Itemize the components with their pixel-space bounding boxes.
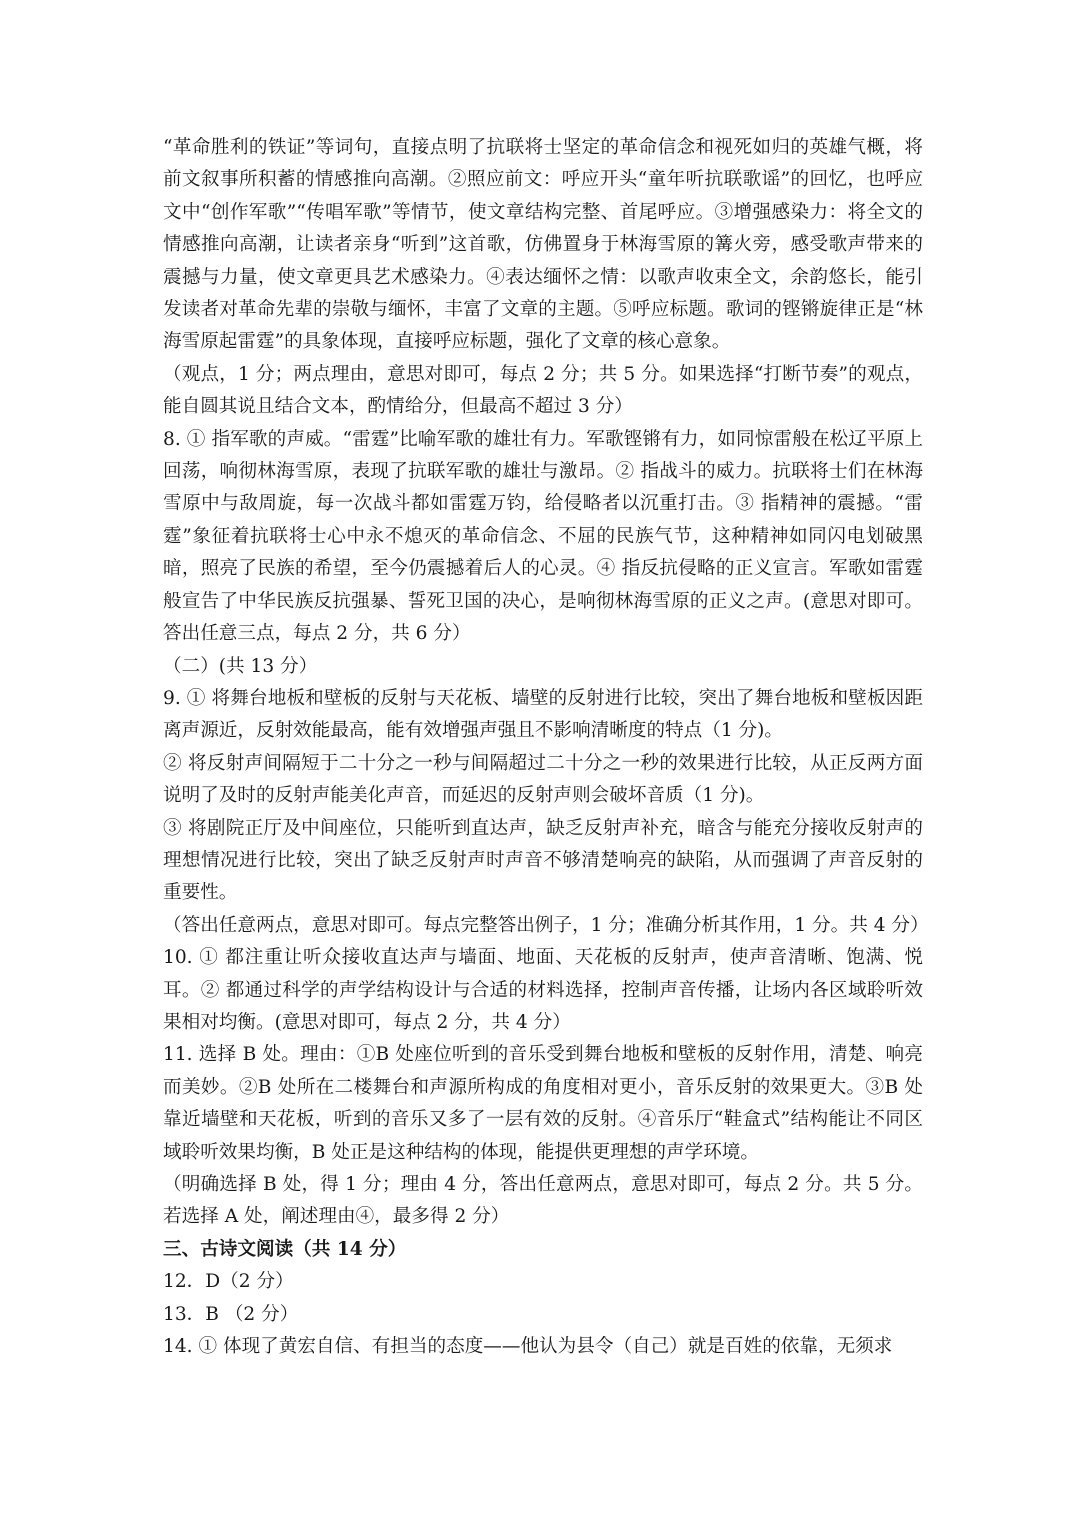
paragraph-q14: 14. ① 体现了黄宏自信、有担当的态度——他认为县令（自己）就是百姓的依靠，无须求 [163,1336,893,1358]
paragraph-q9-point1: 9. ① 将舞台地板和壁板的反射与天花板、墙壁的反射进行比较，突出了舞台地板和壁板因距离声源近，反射效能最高，能有效增强声强且不影响清晰度的特点（1 分)。 [163,687,923,742]
paragraph-q9-point2: ② 将反射声间隔短于二十分之一秒与间隔超过二十分之一秒的效果进行比较，从正反两方面说明了及时的反射声能美化声音，而延迟的反射声则会破坏音质（1 分)。 [163,752,923,807]
paragraph-q9-point3: ③ 将剧院正厅及中间座位，只能听到直达声，缺乏反射声补充，暗含与能充分接收反射声的理想情况进行比较，突出了缺乏反射声时声音不够清楚响亮的缺陷，从而强调了声音反射的重要性。 [163,817,923,904]
paragraph-q12: 12．D（2 分） [163,1271,294,1293]
section-three-heading: 三、古诗文阅读（共 14 分） [163,1238,407,1260]
scoring-note-q9: （答出任意两点，意思对即可。每点完整答出例子，1 分；准确分析其作用，1 分。共 4 分） [163,914,929,936]
paragraph-q7-continued: “革命胜利的铁证”等词句，直接点明了抗联将士坚定的革命信念和视死如归的英雄气概，将前文叙事所积蓄的情感推向高潮。②照应前文：呼应开头“童年听抗联歌谣”的回忆，也呼应文中“创作军歌”“传唱军歌”等情节，使文章结构完整、首尾呼应。③增强感染力：将全文的情感推向高潮，让读者亲身“听到”这首歌，仿佛置身于林海雪原的篝火旁，感受歌声带来的震撼与力量，使文章更具艺术感染力。④表达缅怀之情：以歌声收束全文，余韵悠长，能引发读者对革命先辈的崇敬与缅怀，丰富了文章的主题。⑤呼应标题。歌词的铿锵旋律正是“林海雪原起雷霆”的具象体现，直接呼应标题，强化了文章的核心意象。 [163,137,923,353]
section-two-label: （二）(共 13 分） [163,655,318,677]
answer-key-text [163,132,929,1363]
scoring-note-q7: （观点，1 分；两点理由，意思对即可，每点 2 分；共 5 分。如果选择“打断节奏”的观点，能自圆其说且结合文本，酌情给分，但最高不超过 3 分） [163,363,923,418]
paragraph-q10: 10. ① 都注重让听众接收直达声与墙面、地面、天花板的反射声，使声音清晰、饱满、悦耳。② 都通过科学的声学结构设计与合适的材料选择，控制声音传播，让场内各区域聆听效果相对均衡。(意思对即可，每点 2 分，共 4 分） [163,947,923,1033]
paragraph-q11: 11. 选择 B 处。理由：①B 处座位听到的音乐受到舞台地板和壁板的反射作用，清楚、响亮而美妙。②B 处所在二楼舞台和声源所构成的角度相对更小，音乐反射的效果更大。③B 处靠近墙壁和天花板，听到的音乐又多了一层有效的反射。④音乐厅“鞋盒式”结构能让不同区域聆听效果均衡，B 处正是这种结构的体现，能提供更理想的声学环境。 [163,1044,923,1163]
paragraph-q8: 8. ① 指军歌的声威。“雷霆”比喻军歌的雄壮有力。军歌铿锵有力，如同惊雷般在松辽平原上回荡，响彻林海雪原，表现了抗联军歌的雄壮与激昂。② 指战斗的威力。抗联将士们在林海雪原中与敌周旋，每一次战斗都如雷霆万钧，给侵略者以沉重打击。③ 指精神的震撼。“雷霆”象征着抗联将士心中永不熄灭的革命信念、不屈的民族气节，这种精神如同闪电划破黑暗，照亮了民族的希望，至今仍震撼着后人的心灵。④ 指反抗侵略的正义宣言。军歌如雷霆般宣告了中华民族反抗强暴、誓死卫国的决心，是响彻林海雪原的正义之声。(意思对即可。答出任意三点，每点 2 分，共 6 分） [163,428,923,645]
paragraph-q13: 13．B （2 分） [163,1303,299,1325]
scoring-note-q11: （明确选择 B 处，得 1 分；理由 4 分，答出任意两点，意思对即可，每点 2 分。共 5 分。若选择 A 处，阐述理由④，最多得 2 分） [163,1174,923,1228]
